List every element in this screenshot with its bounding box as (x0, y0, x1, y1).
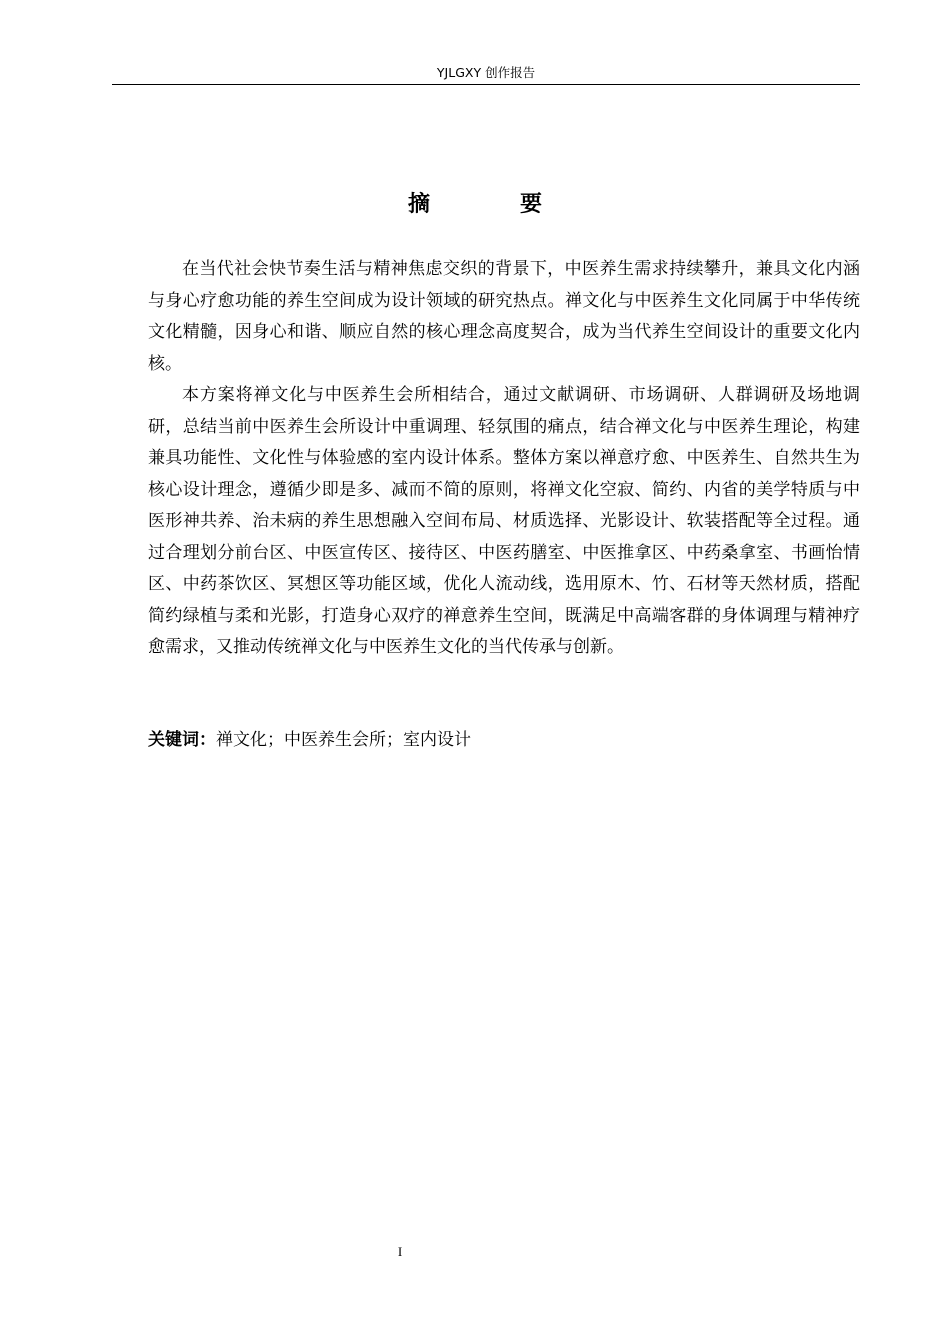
header-text: YJLGXY 创作报告 (436, 65, 536, 80)
abstract-paragraph-2: 本方案将禅文化与中医养生会所相结合，通过文献调研、市场调研、人群调研及场地调研，总结当前中医养生会所设计中重调理、轻氛围的痛点，结合禅文化与中医养生理论，构建兼具功能性、文化性与体验感的室内设计体系。整体方案以禅意疗愈、中医养生、自然共生为核心设计理念，遵循少即是多、减而不简的原则，将禅文化空寂、简约、内省的美学特质与中医形神共养、治未病的养生思想融入空间布局、材质选择、光影设计、软装搭配等全过程。通过合理划分前台区、中医宣传区、接待区、中医药膳室、中医推拿区、中药桑拿室、书画怡情区、中药茶饮区、冥想区等功能区域，优化人流动线，选用原木、竹、石材等天然材质，搭配简约绿植与柔和光影，打造身心双疗的禅意养生空间，既满足中高端客群的身体调理与精神疗愈需求，又推动传统禅文化与中医养生文化的当代传承与创新。 (148, 385, 860, 657)
page-header (112, 62, 860, 85)
keywords-value: 禅文化；中医养生会所；室内设计 (216, 730, 471, 750)
abstract-paragraph-1: 在当代社会快节奏生活与精神焦虑交织的背景下，中医养生需求持续攀升，兼具文化内涵与身心疗愈功能的养生空间成为设计领域的研究热点。禅文化与中医养生文化同属于中华传统文化精髓，因身心和谐、顺应自然的核心理念高度契合，成为当代养生空间设计的重要文化内核。 (148, 259, 860, 374)
page-number: I (397, 1244, 403, 1259)
keywords-label: 关键词： (148, 730, 216, 750)
abstract-title: 摘 要 (407, 192, 576, 217)
abstract-body (148, 254, 860, 664)
keywords-line (148, 725, 860, 756)
